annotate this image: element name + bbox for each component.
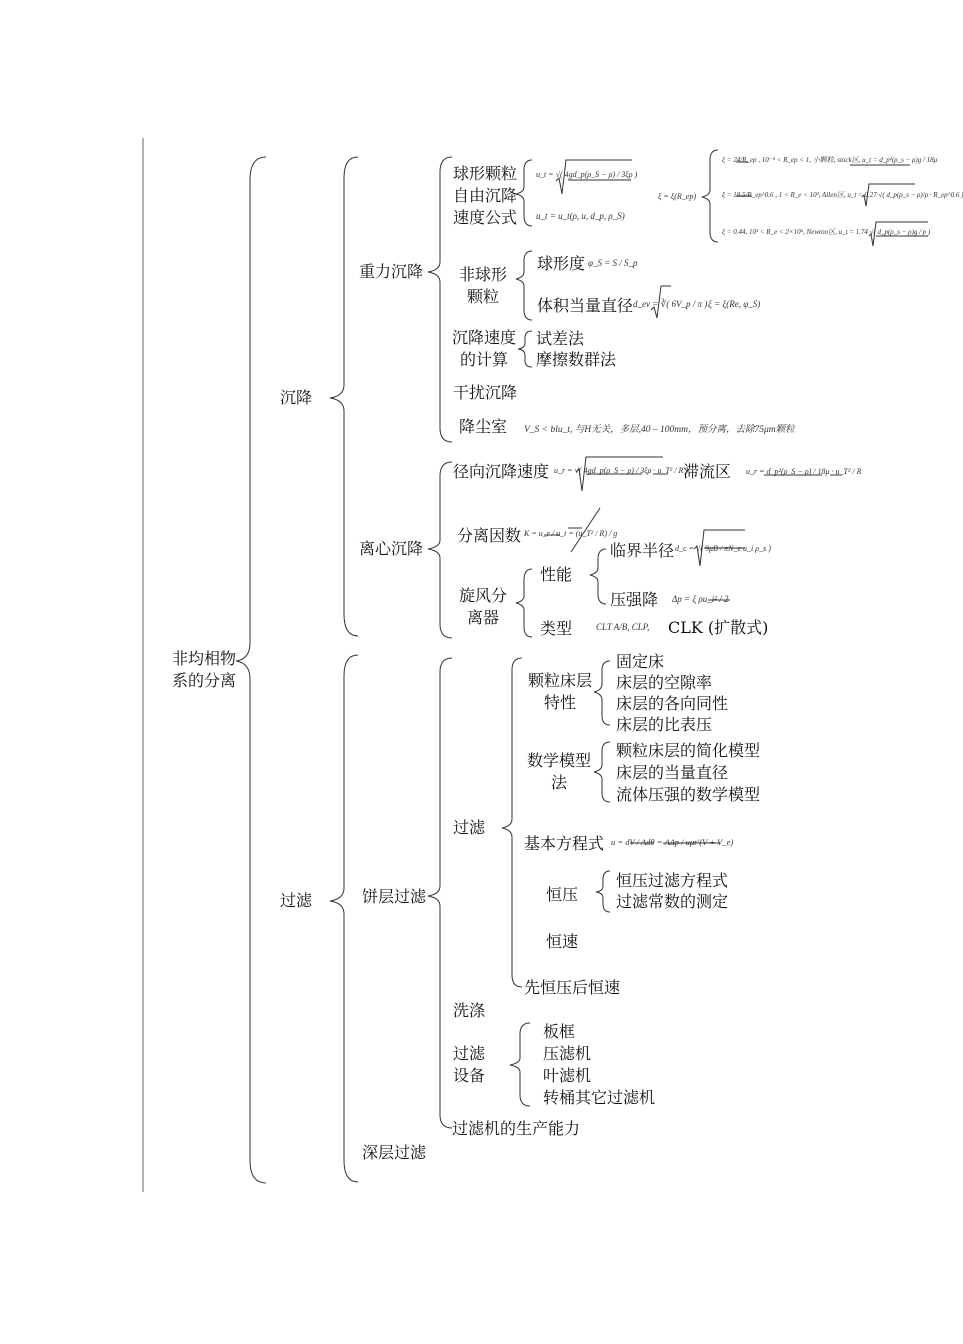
performance-brace (590, 549, 606, 604)
radial-velocity-label: 径向沉降速度 (453, 462, 550, 481)
hindered-label: 干扰沉降 (453, 383, 518, 402)
gravity-brace (428, 157, 452, 442)
filter-brace (502, 658, 522, 987)
basic-eq-label: 基本方程式 (524, 834, 605, 853)
nonsphere-label: 非球形颗粒 (458, 265, 507, 306)
filtration-brace (330, 655, 358, 1182)
equipment-brace (510, 1023, 530, 1106)
performance-label: 性能 (540, 565, 573, 584)
pressure-formula: Δp = ξ ρu_i² / 2 (672, 594, 729, 604)
sedimentation-label: 沉降 (280, 388, 313, 407)
region-allen: ξ = 18.5/R_ep^0.6 , 1 < R_e < 10³, Allen区, u_t = 0.27 √( d_p(ρ_s − ρ)/ρ · R_ep^0.6 ) (722, 191, 963, 199)
calc-item-0: 试差法 (536, 329, 585, 348)
separation-factor-formula: K = u_r / u_t = (u_T² / R) / g (524, 529, 618, 538)
root-label: 非均相物系的分离 (172, 649, 237, 690)
equipment-item-2: 叶滤机 (543, 1066, 592, 1085)
region-stokes: ξ = 24/R_ep , 10⁻⁴ < R_ep < 1, 小颗粒, stock区, u_t = d_p²(ρ_s − ρ)g / 18μ (722, 156, 938, 164)
calc-label: 沉降速度的计算 (451, 328, 516, 369)
root-brace (236, 157, 266, 1183)
filtration-label: 过滤 (280, 891, 313, 910)
separation-factor-label: 分离因数 (457, 526, 522, 545)
basic-eq-formula: u = dV / Adθ = AΔp / uμr′(V + V_e) (611, 837, 734, 847)
formula-ut-func: u_t = u_t(ρ, u, d_p, ρ_S) (536, 211, 625, 221)
filter-label: 过滤 (453, 818, 486, 837)
model-item-2: 流体压强的数学模型 (616, 785, 761, 804)
laminar-formula: u_r = d_p²(ρ_S − ρ) / 18μ · u_T² / R (746, 467, 862, 476)
bed-item-1: 床层的空隙率 (616, 673, 713, 692)
bed-item-3: 床层的比表压 (616, 715, 713, 734)
regime-brace (702, 150, 718, 242)
const-pressure-label: 恒压 (546, 885, 579, 904)
capacity-label: 过滤机的生产能力 (452, 1119, 581, 1138)
calc-item-1: 摩擦数群法 (536, 350, 617, 369)
bed-label: 颗粒床层特性 (527, 671, 592, 712)
model-label: 数学模型法 (527, 751, 592, 792)
centrifugal-label: 离心沉降 (359, 539, 424, 558)
chamber-note: V_S < blu_t, 与H无关，多层,40 – 100mm，预分离，去除75μm颗粒 (524, 425, 795, 435)
equiv-diameter-label: 体积当量直径 (537, 296, 634, 315)
equipment-item-3: 转桶其它过滤机 (543, 1088, 656, 1107)
xi-re-formula: ξ = ξ(Re, φ_S) (708, 299, 761, 309)
sphericity-formula: φ_S = S / S_p (588, 258, 638, 268)
types-formula: CLT A/B, CLP, (596, 622, 650, 632)
equipment-item-1: 压滤机 (543, 1044, 592, 1063)
calc-brace (518, 331, 532, 367)
centrifugal-brace (428, 462, 452, 638)
equipment-label: 过滤设备 (453, 1044, 486, 1085)
pressure-drop-label: 压强降 (610, 590, 659, 609)
const-pressure-brace (596, 871, 610, 912)
region-newton: ξ = 0.44, 10³ < R_e < 2×10⁵, Newton区, u_t = 1.74 √( d_p(ρ_s − ρ)g / ρ ) (722, 228, 931, 236)
formula-ut: u_t = √( 4gd_p(ρ_S − ρ) / 3ξρ ) (536, 170, 638, 179)
critical-radius-label: 临界半径 (610, 541, 675, 560)
chamber-label: 降尘室 (459, 417, 508, 436)
model-item-1: 床层的当量直径 (616, 763, 729, 782)
const-pressure-item-1: 过滤常数的测定 (616, 892, 729, 911)
cake-brace (428, 658, 452, 1128)
equiv-formula: d_ev = ∛( 6V_p / π ) (633, 299, 708, 309)
bed-brace (594, 661, 610, 725)
cyclone-label: 旋风分离器 (458, 586, 507, 627)
bed-item-0: 固定床 (616, 652, 665, 671)
cake-filtration-label: 饼层过滤 (362, 887, 427, 906)
gravity-label: 重力沉降 (359, 262, 424, 281)
laminar-label: 滞流区 (683, 462, 732, 481)
cyclone-brace (516, 569, 532, 637)
sedimentation-brace (330, 157, 358, 636)
combined-label: 先恒压后恒速 (524, 978, 621, 997)
nonsphere-brace (516, 251, 532, 320)
equipment-item-0: 板框 (543, 1022, 576, 1041)
model-brace (594, 742, 610, 802)
const-pressure-item-0: 恒压过滤方程式 (616, 871, 729, 890)
const-rate-label: 恒速 (546, 932, 579, 951)
washing-label: 洗涤 (453, 1001, 486, 1020)
deep-filtration-label: 深层过滤 (362, 1143, 427, 1162)
sphericity-label: 球形度 (537, 254, 586, 273)
model-item-0: 颗粒床层的简化模型 (616, 741, 761, 760)
sphere-label: 球形颗粒自由沉降速度公式 (453, 164, 518, 227)
types-label: 类型 (540, 619, 573, 638)
critical-formula: d_c = √( 9μB / πN_e u_i ρ_s ) (675, 544, 771, 553)
formula-xi: ξ = ξ(R_ep) (658, 192, 697, 201)
radial-formula: u_r = √( 4gd_p(ρ_S − ρ) / 3ξρ · u_T² / R ) (554, 466, 689, 475)
types-clk: CLK (扩散式) (668, 618, 769, 637)
bed-item-2: 床层的各向同性 (616, 694, 729, 713)
